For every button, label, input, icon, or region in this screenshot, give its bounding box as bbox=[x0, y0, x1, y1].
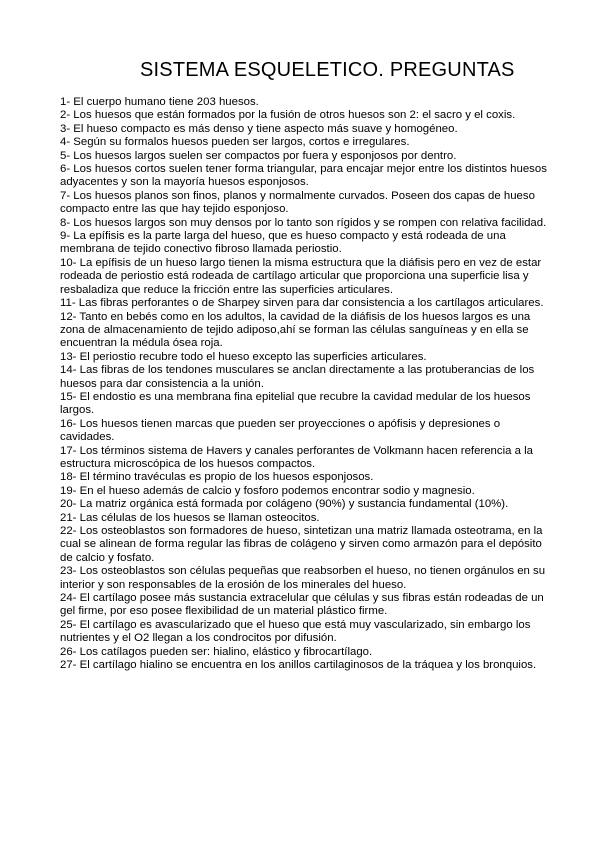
question-item: 5- Los huesos largos suelen ser compactos por fuera y esponjosos por dentro. bbox=[60, 149, 457, 162]
question-item: 27- El cartílago hialino se encuentra en los anillos cartilaginosos de la tráquea y los bronquios. bbox=[60, 659, 537, 672]
question-item: 20- La matriz orgánica está formada por colágeno (90%) y sustancia fundamental (10%). bbox=[60, 498, 509, 511]
question-item: 17- Los términos sistema de Havers y canales perforantes de Volkmann hacen referencia a la estructura microscópica de los huesos compactos. bbox=[60, 444, 533, 470]
page-title: SISTEMA ESQUELETICO. PREGUNTAS bbox=[140, 59, 515, 81]
question-item: 13- El periostio recubre todo el hueso excepto las superficies articulares. bbox=[60, 350, 427, 363]
question-item: 21- Las células de los huesos se llaman osteocitos. bbox=[60, 511, 320, 524]
question-item: 10- La epífisis de un hueso largo tienen la misma estructura que la diáfisis pero en vez de estar rodeada de periostio está rodeada de cartílago articular que proporciona una superficie lisa y resbaladiza que reduce la fricción entre las superficies articulares. bbox=[60, 256, 542, 296]
question-item: 22- Los osteoblastos son formadores de hueso, sintetizan una matriz llamada osteotrama, en la cual se alinean de forma regular las fibras de colágeno y sirven como armazón para el depósito de calcio y fosfato. bbox=[60, 525, 543, 564]
question-item: 1- El cuerpo humano tiene 203 huesos. bbox=[60, 96, 259, 108]
question-item: 24- El cartílago posee más sustancia extracelular que células y sus fibras están rodeadas de un gel firme, por eso posee flexibilidad de un material plástico firme. bbox=[60, 592, 544, 618]
question-item: 23- Los osteoblastos son células pequeñas que reabsorben el hueso, no tienen orgánulos en su interior y son responsables de la erosión de los minerales del hueso. bbox=[60, 565, 546, 591]
question-item: 2- Los huesos que están formados por la fusión de otros huesos son 2: el sacro y el coxis. bbox=[60, 109, 516, 122]
question-item: 11- Las fibras perforantes o de Sharpey sirven para dar consistencia a los cartílagos articulares. bbox=[60, 297, 544, 310]
question-item: 26- Los catílagos pueden ser: hialino, elástico y fibrocartílago. bbox=[60, 645, 373, 658]
question-item: 25- El cartílago es avascularizado que el hueso que está muy vascularizado, sin embargo los nutrientes y el O2 llegan a los condrocitos por difusión. bbox=[60, 618, 531, 645]
question-item: 7- Los huesos planos son finos, planos y normalmente curvados. Poseen dos capas de hueso compacto entre las que hay tejido esponjoso. bbox=[60, 189, 535, 216]
question-item: 6- Los huesos cortos suelen tener forma triangular, para encajar mejor entre los distintos huesos adyacentes y son la mayoría huesos esponjosos. bbox=[60, 163, 547, 189]
question-item: 15- El endostio es una membrana fina epitelial que recubre la cavidad medular de los huesos largos. bbox=[60, 390, 531, 417]
question-item: 4- Según su formalos huesos pueden ser largos, cortos e irregulares. bbox=[60, 136, 410, 149]
question-item: 18- El término travéculas es propio de los huesos esponjosos. bbox=[60, 471, 374, 484]
question-item: 12- Tanto en bebés como en los adultos, la cavidad de la diáfisis de los huesos largos es una zona de almacenamiento de tejido adiposo,ahí se forman las células sanguíneas y en ella se encuentran la médula ósea roja. bbox=[60, 310, 531, 350]
question-item: 14- Las fibras de los tendones musculares se anclan directamente a las protuberancias de los huesos para dar consistencia a la unión. bbox=[60, 364, 535, 390]
question-list bbox=[60, 96, 548, 672]
question-item: 9- La epífisis es la parte larga del hueso, que es hueso compacto y está rodeada de una membrana de tejido conectivo fibroso llamada periostio. bbox=[60, 230, 506, 256]
question-item: 19- En el hueso además de calcio y fosforo podemos encontrar sodio y magnesio. bbox=[60, 484, 475, 497]
question-item: 3- El hueso compacto es más denso y tiene aspecto más suave y homogéneo. bbox=[60, 122, 458, 135]
question-item: 16- Los huesos tienen marcas que pueden ser proyecciones o apófisis y depresiones o cavidades. bbox=[60, 417, 501, 444]
question-item: 8- Los huesos largos son muy densos por lo tanto son rígidos y se rompen con relativa facilidad. bbox=[60, 216, 547, 229]
